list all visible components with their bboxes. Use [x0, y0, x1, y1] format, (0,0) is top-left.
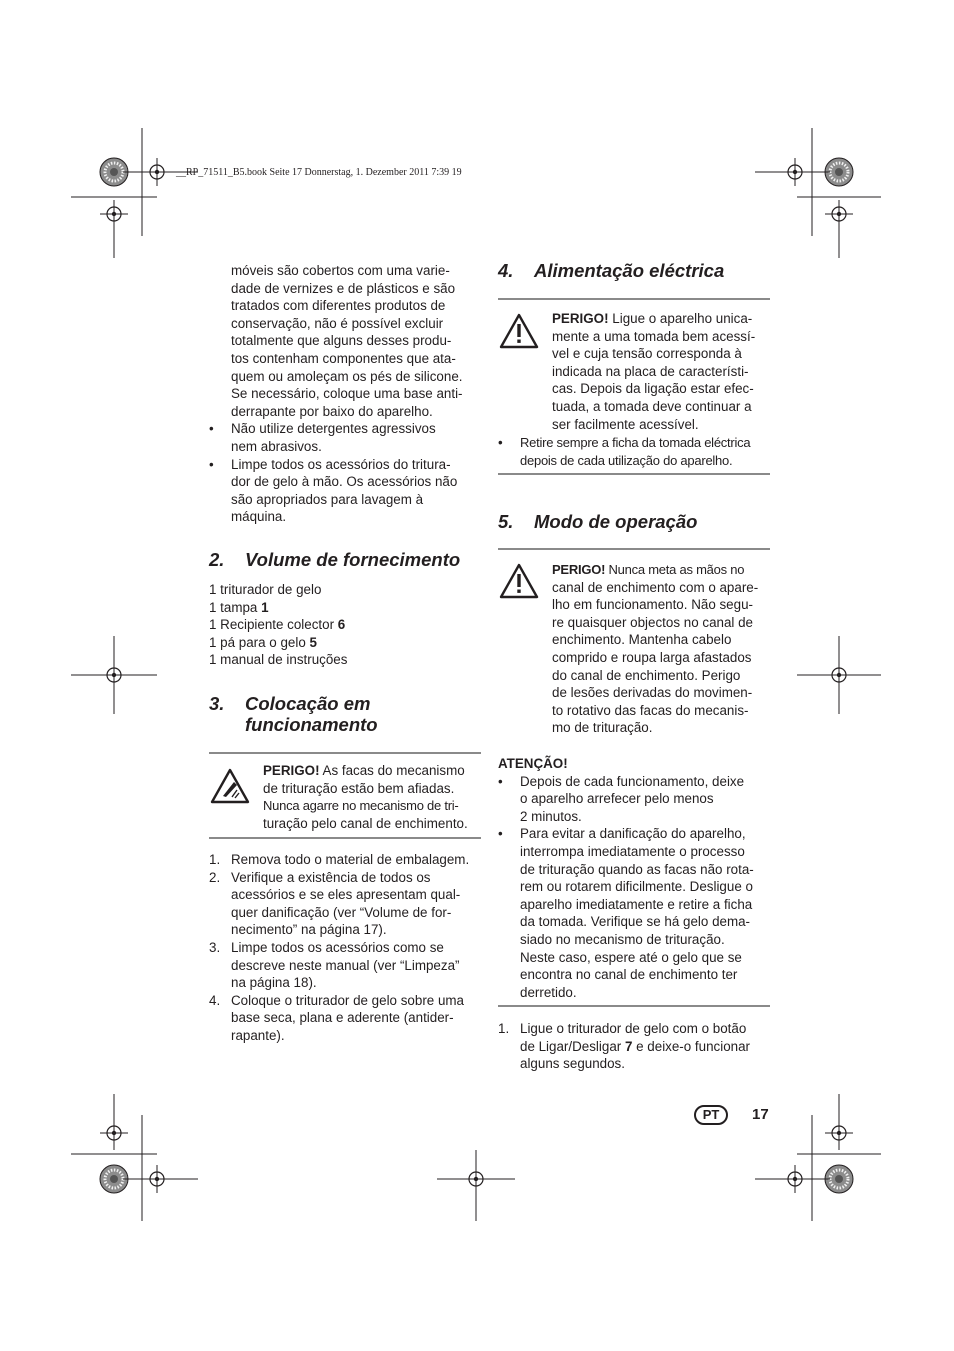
list-item: 4. Coloque o triturador de gelo sobre uma base seca, plana e aderente (antider- rapante). — [209, 992, 464, 1043]
left-intro — [209, 262, 484, 526]
list-item: 1 manual de instruções — [209, 652, 348, 668]
intro-paragraph: móveis são cobertos com uma varie- dade de vernizes e de plásticos e são tratados com diferentes produtos de conservação, não é possível excluir totalmente que alguns desses produ- tos contenham componentes que ata- quem ou amoleçam os pés de silicone. Se necessário, coloque uma base anti- derrapante por baixo do aparelho. — [231, 263, 463, 419]
section-4-heading: 4. Alimentação eléctrica — [498, 260, 725, 281]
section-5-heading: 5. Modo de operação — [498, 511, 698, 532]
warning-label: PERIGO! — [552, 311, 609, 326]
setup-steps — [209, 851, 484, 1045]
page-number: 17 — [752, 1106, 769, 1123]
print-header: __RP_71511_B5.book Seite 17 Donnerstag, 1. Dezember 2011 7:39 19 — [176, 167, 462, 178]
caution-label: ATENÇÃO! — [498, 756, 568, 771]
divider — [498, 473, 770, 475]
divider — [498, 1005, 770, 1007]
delivery-contents-list — [209, 581, 484, 669]
divider — [498, 548, 770, 550]
list-item: 3. Limpe todos os acessórios como se descreve neste manual (ver “Limpeza” na página 18). — [209, 939, 460, 991]
section-3-heading: 3. Colocação em funcionamento — [209, 693, 378, 735]
electrical-warning: PERIGO! Ligue o aparelho unica- mente a uma tomada bem acessí- vel e cuja tensão corresponda à indicada na placa de característi- cas. Depois da ligação estar efec- tuada, a tomada deve continuar a ser facilmente acessível. — [552, 311, 756, 432]
electrical-bullet — [498, 434, 773, 469]
divider — [498, 298, 770, 300]
list-item: 1. Ligue o triturador de gelo com o botão de Ligar/Desligar 7 e deixe-o funcionar alguns segundos. — [498, 1021, 751, 1072]
list-item: • Não utilize detergentes agressivos nem abrasivos. — [209, 421, 436, 454]
list-item: • Limpe todos os acessórios do tritura- dor de gelo à mão. Os acessórios não são apropriados para lavagem à máquina. — [209, 456, 458, 525]
list-item: 1 triturador de gelo — [209, 582, 322, 597]
section-2-heading: 2. Volume de fornecimento — [209, 549, 461, 570]
list-item: 1. Remova todo o material de embalagem. — [209, 852, 470, 867]
operation-step — [498, 1020, 773, 1073]
warning-label: PERIGO! — [263, 763, 320, 778]
sharp-blades-warning-icon — [210, 768, 250, 804]
divider — [209, 837, 481, 839]
warning-triangle-icon — [499, 563, 539, 599]
sharp-blades-warning: PERIGO! As facas do mecanismo de trituração estão bem afiadas. Nunca agarre no mecanismo de tri- turação pelo canal de enchimento. — [263, 763, 468, 831]
warning-label: PERIGO! — [552, 562, 606, 577]
list-item: • Depois de cada funcionamento, deixe o aparelho arrefecer pelo menos 2 minutos. — [498, 773, 745, 824]
warning-triangle-icon — [499, 313, 539, 349]
language-badge: PT — [694, 1105, 728, 1125]
bullet-marker: • — [209, 456, 214, 472]
divider — [209, 752, 481, 754]
operation-warning: PERIGO! Nunca meta as mãos no canal de enchimento com o apare- lho em funcionamento. Não segu- re quaisquer objectos no canal de enchimento. Mantenha cabelo comprido e roupa larga afastados do canal de enchimento. Perigo de lesões derivadas do movimen- to rotativo das facas do mecanis- mo de trituração. — [552, 562, 759, 736]
caution-block — [498, 755, 773, 1001]
list-item: 1 Recipiente colector 6 — [209, 617, 346, 633]
list-item: 1 tampa 1 — [209, 599, 269, 615]
list-item: • Retire sempre a ficha da tomada eléctrica depois de cada utilização do aparelho. — [498, 435, 751, 468]
bullet-marker: • — [209, 421, 214, 437]
list-item: 1 pá para o gelo 5 — [209, 634, 317, 650]
list-item: 2. Verifique a existência de todos os acessórios e se eles apresentam qual- quer danificação (ver “Volume de for- necimento” na página 17). — [209, 869, 461, 938]
list-item: • Para evitar a danificação do aparelho, interrompa imediatamente o processo de trituração quando as facas não rota- rem ou rotarem dificilmente. Desligue o aparelho imediatamente e retire a ficha da tomada. Verifique se há gelo dema- siado no mecanismo de trituração. Neste caso, espere até o gelo que se encontra no canal de enchimento ter derretido. — [498, 826, 754, 1000]
